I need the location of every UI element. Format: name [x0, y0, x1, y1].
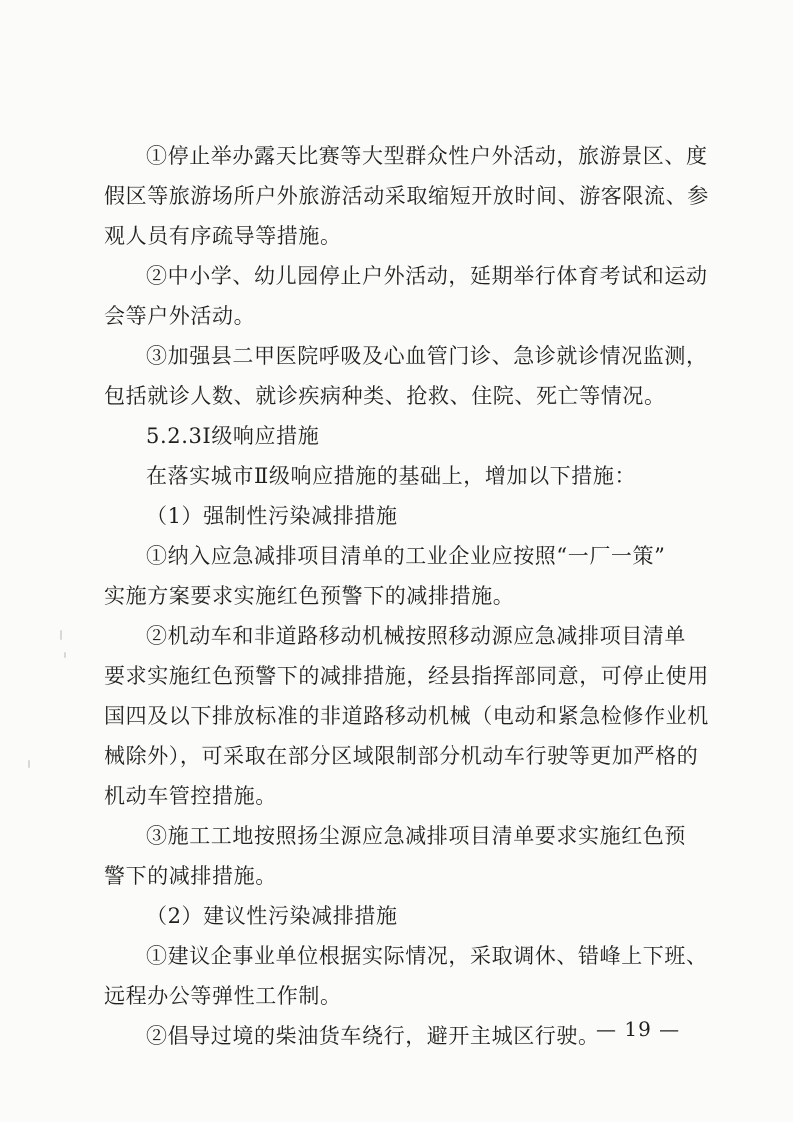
text-line: ①建议企事业单位根据实际情况，采取调休、错峰上下班、: [146, 944, 708, 968]
text-line: ①停止举办露天比赛等大型群众性户外活动，旅游景区、度: [146, 144, 708, 168]
scan-speck: [64, 652, 66, 658]
text-line: 国四及以下排放标准的非道路移动机械（电动和紧急检修作业机: [104, 704, 709, 728]
text-line: 警下的减排措施。: [104, 864, 277, 888]
text-line: 假区等旅游场所户外旅游活动采取缩短开放时间、游客限流、参: [104, 184, 709, 208]
text-line: ③施工工地按照扬尘源应急减排项目清单要求实施红色预: [146, 824, 686, 848]
text-line: 械除外），可采取在部分区域限制部分机动车行驶等更加严格的: [104, 744, 699, 768]
text-line: 远程办公等弹性工作制。: [104, 984, 342, 1008]
text-line: 会等户外活动。: [104, 304, 256, 328]
text-line: 包括就诊人数、就诊疾病种类、抢救、住院、死亡等情况。: [104, 384, 666, 408]
text-line: 实施方案要求实施红色预警下的减排措施。: [104, 584, 515, 608]
subsection-heading: （2）建议性污染减排措施: [146, 904, 398, 928]
subsection-heading: （1）强制性污染减排措施: [146, 504, 398, 528]
text-line: 要求实施红色预警下的减排措施，经县指挥部同意，可停止使用: [104, 664, 709, 688]
section-heading: 5.2.3Ⅰ级响应措施: [146, 424, 320, 448]
text-line: 在落实城市Ⅱ级响应措施的基础上，增加以下措施：: [146, 464, 637, 488]
page-number: — 19 —: [596, 1017, 681, 1041]
text-line: ②中小学、幼儿园停止户外活动，延期举行体育考试和运动: [146, 264, 708, 288]
text-line: ②倡导过境的柴油货车绕行，避开主城区行驶。: [146, 1024, 600, 1048]
text-line: 观人员有序疏导等措施。: [104, 224, 342, 248]
text-line: ①纳入应急减排项目清单的工业企业应按照“一厂一策”: [146, 544, 666, 568]
text-line: ③加强县二甲医院呼吸及心血管门诊、急诊就诊情况监测，: [146, 344, 708, 368]
scan-speck: [60, 630, 62, 640]
scan-speck: [28, 760, 30, 768]
text-line: 机动车管控措施。: [104, 784, 277, 808]
text-line: ②机动车和非道路移动机械按照移动源应急减排项目清单: [146, 624, 686, 648]
